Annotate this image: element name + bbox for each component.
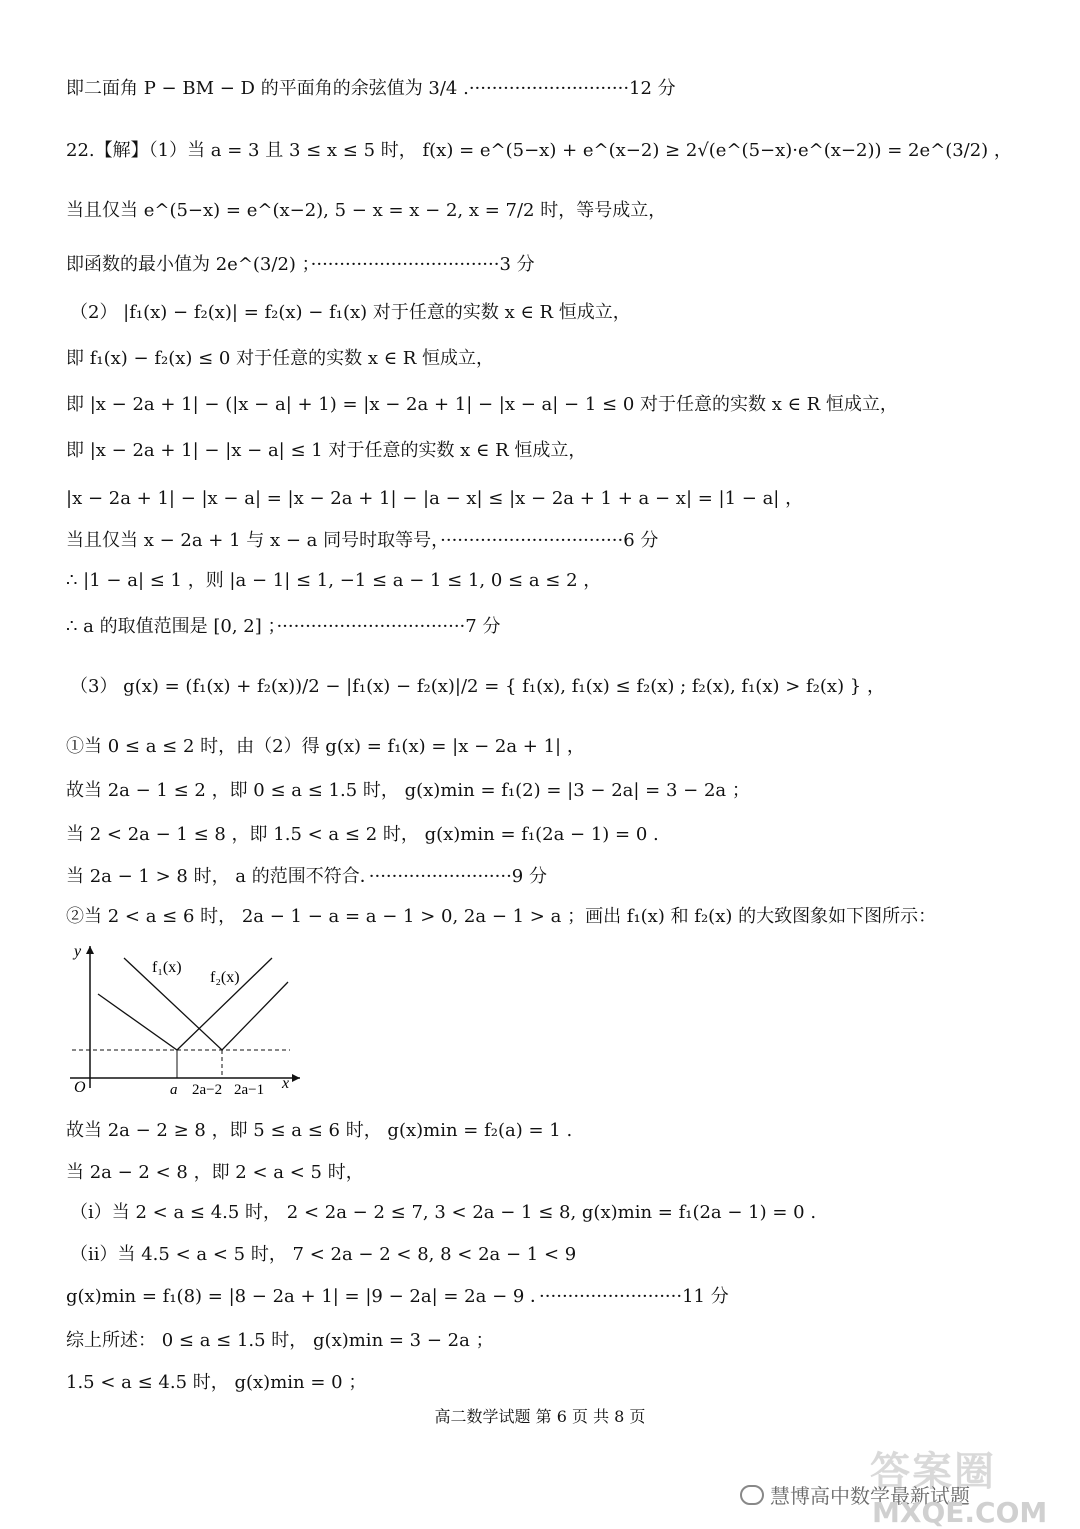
line-13: （3） g(x) = (f₁(x) + f₂(x))/2 − |f₁(x) − f₂(x)|/2 = { f₁(x), f₁(x) ≤ f₂(x) ; f₂(x), f₁(x) > f₂(x) } ，	[70, 676, 885, 697]
line-16: 当 2 < 2a − 1 ≤ 8 ，即 1.5 < a ≤ 2 时， g(x)min = f₁(2a − 1) = 0 .	[66, 824, 659, 845]
line-24: 综上所述： 0 ≤ a ≤ 1.5 时， g(x)min = 3 − 2a ；	[66, 1330, 494, 1351]
line-9: |x − 2a + 1| − |x − a| = |x − 2a + 1| − |a − x| ≤ |x − 2a + 1 + a − x| = |1 − a| ，	[66, 488, 804, 509]
line-11: ∴ |1 − a| ≤ 1 ，则 |a − 1| ≤ 1, −1 ≤ a − 1 ≤ 1, 0 ≤ a ≤ 2 ，	[66, 570, 602, 591]
line-8: 即 |x − 2a + 1| − |x − a| ≤ 1 对于任意的实数 x ∈ R 恒成立，	[66, 440, 587, 461]
line-3: 当且仅当 e^(5−x) = e^(x−2), 5 − x = x − 2, x = 7/2 时，等号成立，	[66, 200, 667, 221]
line-7: 即 |x − 2a + 1| − (|x − a| + 1) = |x − 2a + 1| − |x − a| − 1 ≤ 0 对于任意的实数 x ∈ R 恒成立，	[66, 394, 898, 415]
line-20: 当 2a − 2 < 8 ，即 2 < a < 5 时，	[66, 1162, 364, 1183]
line-14: ①当 0 ≤ a ≤ 2 时，由（2）得 g(x) = f₁(x) = |x − 2a + 1| ，	[66, 736, 585, 757]
page-footer: 高二数学试题 第 6 页 共 8 页	[434, 1407, 646, 1426]
line-5: （2） |f₁(x) − f₂(x)| = f₂(x) − f₁(x) 对于任意的实数 x ∈ R 恒成立，	[70, 302, 631, 323]
watermark-logo: 答案圈	[870, 1449, 996, 1495]
line-4: 即函数的最小值为 2e^(3/2) ；·································3 分	[66, 254, 535, 275]
tick-a: a	[170, 1082, 178, 1098]
line-15: 故当 2a − 1 ≤ 2 ，即 0 ≤ a ≤ 1.5 时， g(x)min = f₁(2) = |3 − 2a| = 3 − 2a ；	[66, 780, 750, 801]
y-axis-arrow	[86, 946, 94, 954]
watermark-site: MXQE.COM	[872, 1496, 1048, 1529]
f2-curve	[98, 958, 272, 1050]
function-graph	[60, 938, 320, 1098]
f1-label: f₁(x)	[152, 959, 182, 976]
line-1: 即二面角 P − BM − D 的平面角的余弦值为 3/4 .····························12 分	[66, 78, 676, 99]
wechat-icon	[740, 1485, 764, 1505]
tick-2a-2: 2a−2	[192, 1082, 223, 1098]
line-6: 即 f₁(x) − f₂(x) ≤ 0 对于任意的实数 x ∈ R 恒成立，	[66, 348, 495, 369]
y-axis-label: y	[74, 943, 82, 960]
f2-label: f₂(x)	[210, 969, 240, 986]
line-19: 故当 2a − 2 ≥ 8 ，即 5 ≤ a ≤ 6 时， g(x)min = f₂(a) = 1 .	[66, 1120, 573, 1141]
line-25: 1.5 < a ≤ 4.5 时， g(x)min = 0 ；	[66, 1372, 367, 1393]
x-axis-label: x	[282, 1075, 290, 1092]
line-10: 当且仅当 x − 2a + 1 与 x − a 同号时取等号，································6 分	[66, 530, 659, 551]
x-axis-arrow	[292, 1074, 300, 1082]
line-2: 22.【解】（1）当 a = 3 且 3 ≤ x ≤ 5 时， f(x) = e^(5−x) + e^(x−2) ≥ 2√(e^(5−x)·e^(x−2)) = 2e^(3/2) ，	[66, 140, 1012, 161]
line-12: ∴ a 的取值范围是 [0, 2] ；·································7 分	[66, 616, 501, 637]
tick-2a-1: 2a−1	[234, 1082, 265, 1098]
watermark-text: 慧博高中数学最新试题	[740, 1480, 970, 1509]
origin-label: O	[74, 1079, 86, 1096]
line-22: （ii）当 4.5 < a < 5 时， 7 < 2a − 2 < 8, 8 < 2a − 1 < 9	[70, 1244, 577, 1265]
line-21: （i）当 2 < a ≤ 4.5 时， 2 < 2a − 2 ≤ 7, 3 < 2a − 1 ≤ 8, g(x)min = f₁(2a − 1) = 0 .	[70, 1202, 817, 1223]
line-17: 当 2a − 1 > 8 时， a 的范围不符合．·························9 分	[66, 866, 547, 887]
line-18: ②当 2 < a ≤ 6 时， 2a − 1 − a = a − 1 > 0, 2a − 1 > a ；画出 f₁(x) 和 f₂(x) 的大致图象如下图所示：	[66, 906, 937, 927]
f1-curve	[124, 958, 288, 1050]
line-23: g(x)min = f₁(8) = |8 − 2a + 1| = |9 − 2a| = 2a − 9 ．·························11 分	[66, 1286, 729, 1307]
